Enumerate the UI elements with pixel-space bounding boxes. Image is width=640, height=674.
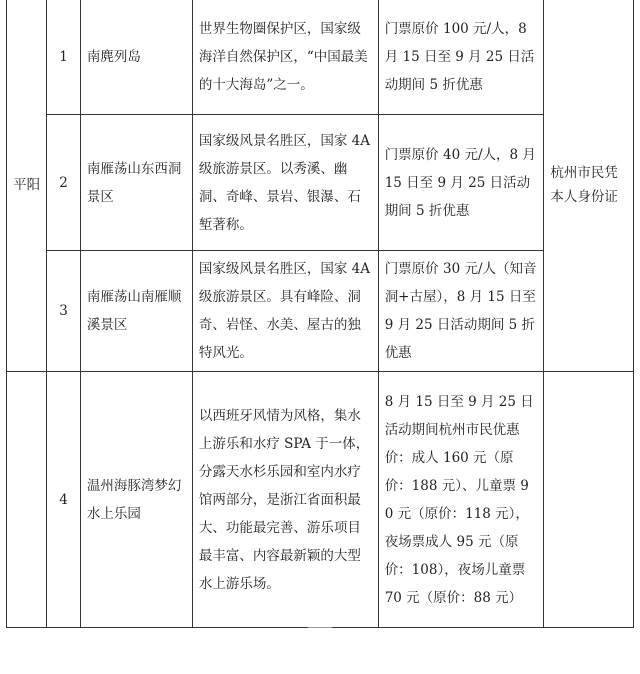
attraction-description: 世界生物圈保护区，国家级海洋自然保护区，“中国最美的十大海岛”之一。 [192,0,378,115]
attraction-name: 南雁荡山南雁顺溪景区 [80,251,192,372]
attraction-description: 以西班牙风情为风格，集水上游乐和水疗 SPA 于一体，分露天水杉乐园和室内水疗馆两部分，是浙江省面积最大、功能最完善、游乐项目最丰富、内容最新颖的大型水上游乐场。 [192,372,378,628]
ticket-price: 8 月 15 日至 9 月 25 日活动期间杭州市民优惠价：成人 160 元（原价：188 元）、儿童票 90 元（原价：118 元），夜场票成人 95 元（原价：108），夜场儿童票 70 元（原价：88 元） [378,372,544,628]
ticket-price: 门票原价 100 元/人，8 月 15 日至 9 月 25 日活动期间 5 折优惠 [378,0,544,115]
attraction-description: 国家级风景名胜区，国家 4A 级旅游景区。具有峰险、洞奇、岩怪、水美、屋古的独特风光。 [192,251,378,372]
ticket-price: 门票原价 40 元/人，8 月 15 日至 9 月 25 日活动期间 5 折优惠 [378,115,544,251]
table-row [7,251,634,372]
table-row [7,115,634,251]
table-row [7,372,634,628]
row-number: 1 [47,0,81,115]
ticket-price: 门票原价 30 元/人（知音洞+古屋），8 月 15 日至 9 月 25 日活动期间 5 折优惠 [378,251,544,372]
row-number: 2 [47,115,81,251]
row-number: 4 [47,372,81,628]
credential-cell-empty [544,372,634,628]
region-label: 平阳 [13,177,41,193]
row-number: 3 [47,251,81,372]
credential-label: 杭州市民凭本人身份证 [550,165,618,205]
region-cell [7,0,47,372]
attraction-name: 南雁荡山东西洞景区 [80,115,192,251]
attraction-description: 国家级风景名胜区，国家 4A 级旅游景区。以秀溪、幽洞、奇峰、景岩、银瀑、石堑著称。 [192,115,378,251]
attraction-name: 南麂列岛 [80,0,192,115]
attraction-name: 温州海豚湾梦幻水上乐园 [80,372,192,628]
attractions-table [6,0,634,628]
credential-cell [544,0,634,372]
table-row [7,0,634,115]
region-cell-empty [7,372,47,628]
footer-divider [308,627,332,628]
